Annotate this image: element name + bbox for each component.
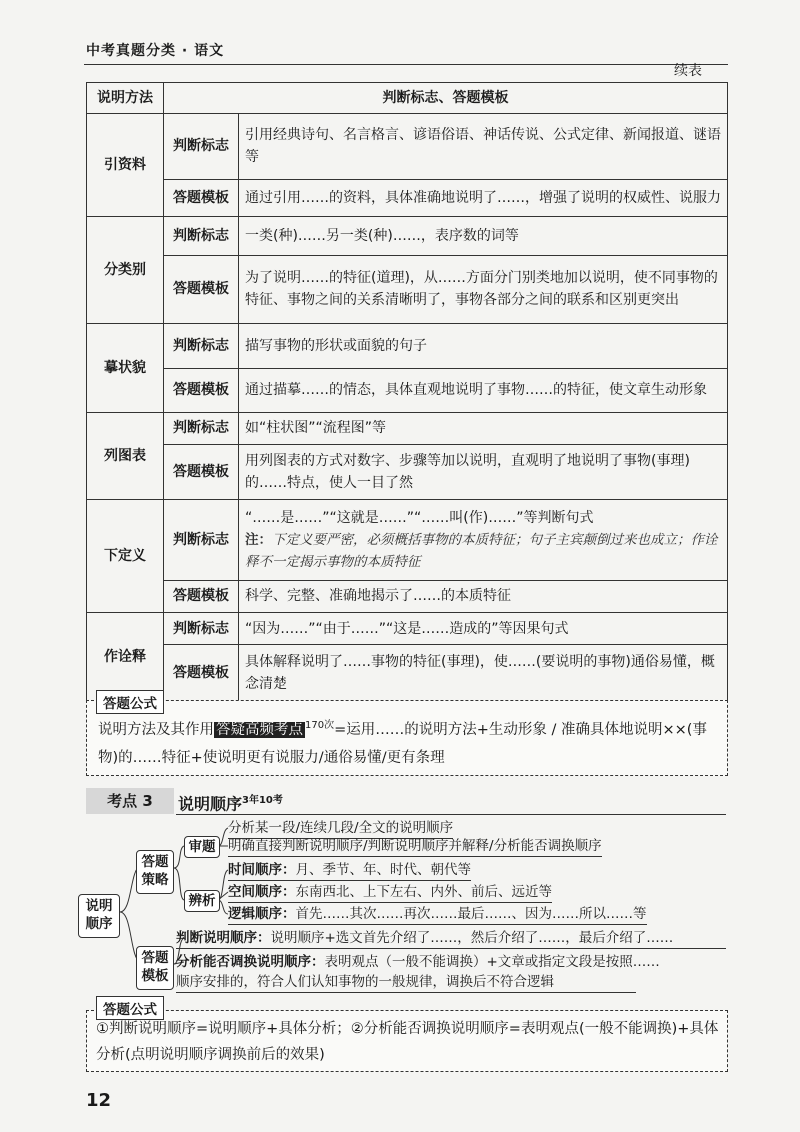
bianxi-text: 东南西北、上下左右、内外、前后、远近等 bbox=[295, 884, 552, 900]
shenti-item: 明确直接判断说明顺序/判断说明顺序并解释/分析能否调换顺序 bbox=[228, 836, 602, 857]
template-label: 答题模板 bbox=[164, 179, 239, 216]
root-line: 顺序 bbox=[85, 916, 113, 932]
formula-tag: 答题公式 bbox=[96, 690, 164, 714]
header-sign-template: 判断标志、答题模板 bbox=[164, 83, 728, 114]
template-text: 通过引用……的资料，具体准确地说明了……，增强了说明的权威性、说服力 bbox=[239, 179, 728, 216]
template-label: 答题模板 bbox=[164, 645, 239, 702]
page-number: 12 bbox=[86, 1090, 112, 1111]
formula-pre: 说明方法及其作用 bbox=[98, 721, 214, 738]
sign-label: 判断标志 bbox=[164, 114, 239, 180]
sign-text: 引用经典诗句、名言格言、谚语俗语、神话传说、公式定律、新闻报道、谜语等 bbox=[239, 114, 728, 180]
sign-text: 如“柱状图”“流程图”等 bbox=[239, 413, 728, 445]
method-name: 作诠释 bbox=[87, 613, 164, 702]
tiaohuan-line-2: 顺序安排的，符合人们认知事物的一般规律，调换后不符合逻辑 bbox=[176, 972, 636, 993]
template-text: 具体解释说明了……事物的特征(事理)，使……(要说明的事物)通俗易懂，概念清楚 bbox=[239, 645, 728, 702]
node-line: 策略 bbox=[141, 872, 169, 888]
sign-label: 判断标志 bbox=[164, 413, 239, 445]
note-body: 下定义要严密，必须概括事物的本质特征；句子主宾颠倒过来也成立；作诠释不一定揭示事物的本质特征 bbox=[245, 531, 718, 570]
tiaohuan-label: 分析能否调换说明顺序： bbox=[176, 954, 325, 970]
mindmap-root bbox=[78, 894, 120, 938]
bianxi-item bbox=[228, 882, 552, 903]
panduan-label: 判断说明顺序： bbox=[176, 930, 271, 946]
bianxi-item bbox=[228, 904, 647, 925]
template-text: 通过描摹……的情态，具体直观地说明了事物……的特征，使文章生动形象 bbox=[239, 368, 728, 413]
template-text: 为了说明……的特征(道理)，从……方面分门别类地加以说明，使不同事物的特征、事物之间的关系清晰明了，事物各部分之间的联系和区别更突出 bbox=[239, 255, 728, 323]
template-label: 答题模板 bbox=[164, 255, 239, 323]
bianxi-label: 空间顺序： bbox=[228, 884, 296, 900]
header-method: 说明方法 bbox=[87, 83, 164, 114]
template-label: 答题模板 bbox=[164, 368, 239, 413]
sign-text: “……是……”“这就是……”“……叫(作)……”等判断句式 bbox=[245, 509, 594, 526]
continued-label: 续表 bbox=[674, 63, 702, 79]
node-line: 模板 bbox=[141, 968, 169, 984]
sign-text: 一类(种)……另一类(种)……，表序数的词等 bbox=[239, 217, 728, 256]
kaodian-title-text: 说明顺序 bbox=[178, 794, 243, 814]
sign-text: “因为……”“由于……”“这是……造成的”等因果句式 bbox=[239, 613, 728, 645]
bianxi-text: 月、季节、年、时代、朝代等 bbox=[295, 862, 471, 878]
template-label: 答题模板 bbox=[164, 580, 239, 612]
document-title: 中考真题分类 · 语文 bbox=[86, 43, 225, 59]
method-name: 列图表 bbox=[87, 413, 164, 500]
formula-tag-2: 答题公式 bbox=[96, 996, 164, 1020]
template-label: 答题模板 bbox=[164, 444, 239, 499]
tiaohuan-text: 表明观点（一般不能调换）+文章或指定文段是按照…… bbox=[324, 954, 660, 970]
bianxi-label: 逻辑顺序： bbox=[228, 906, 296, 922]
root-line: 说明 bbox=[85, 898, 113, 914]
panduan-text: 说明顺序+选文首先介绍了……，然后介绍了……，最后介绍了…… bbox=[270, 930, 674, 946]
method-name: 引资料 bbox=[87, 114, 164, 217]
kaodian-count: 3年10考 bbox=[242, 795, 283, 806]
template-text: 用列图表的方式对数字、步骤等加以说明，直观明了地说明了事物(事理)的……特点，使人一目了然 bbox=[239, 444, 728, 499]
formula-text-2: ①判断说明顺序=说明顺序+具体分析；②分析能否调换说明顺序=表明观点(一般不能调换)+具体分析(点明说明顺序调换前后的效果) bbox=[96, 1021, 719, 1063]
formula-post: =运用……的说明方法+生动形象 / 准确具体地说明××(事物)的……特征+使说明更有说服力/通俗易懂/更有条理 bbox=[98, 721, 707, 766]
bianxi-label: 时间顺序： bbox=[228, 862, 296, 878]
method-name: 分类别 bbox=[87, 217, 164, 324]
mindmap-template-node bbox=[136, 946, 174, 990]
bianxi-item bbox=[228, 860, 471, 881]
note-label: 注： bbox=[245, 531, 272, 548]
sign-text: 描写事物的形状或面貌的句子 bbox=[239, 324, 728, 369]
node-line: 答题 bbox=[141, 854, 169, 870]
template-text: 科学、完整、准确地揭示了……的本质特征 bbox=[239, 580, 728, 612]
panduan-line bbox=[176, 928, 726, 949]
sign-label: 判断标志 bbox=[164, 613, 239, 645]
bianxi-text: 首先……其次……再次……最后……、因为……所以……等 bbox=[295, 906, 647, 922]
mindmap-bianxi-node: 辨析 bbox=[184, 890, 220, 912]
mindmap-strategy-node bbox=[136, 850, 174, 894]
tiaohuan-line bbox=[176, 952, 726, 972]
shenti-item: 分析某一段/连续几段/全文的说明顺序 bbox=[228, 818, 453, 839]
sign-label: 判断标志 bbox=[164, 324, 239, 369]
kaodian-badge: 考点 3 bbox=[86, 788, 174, 814]
mindmap-shenti-node: 审题 bbox=[184, 836, 220, 858]
node-line: 答题 bbox=[141, 950, 169, 966]
highlight-badge: 答疑高频考点 bbox=[216, 721, 303, 738]
method-name: 下定义 bbox=[87, 500, 164, 613]
sign-label: 判断标志 bbox=[164, 500, 239, 581]
method-name: 摹状貌 bbox=[87, 324, 164, 413]
highlight-count: 170次 bbox=[305, 720, 335, 731]
sign-label: 判断标志 bbox=[164, 217, 239, 256]
